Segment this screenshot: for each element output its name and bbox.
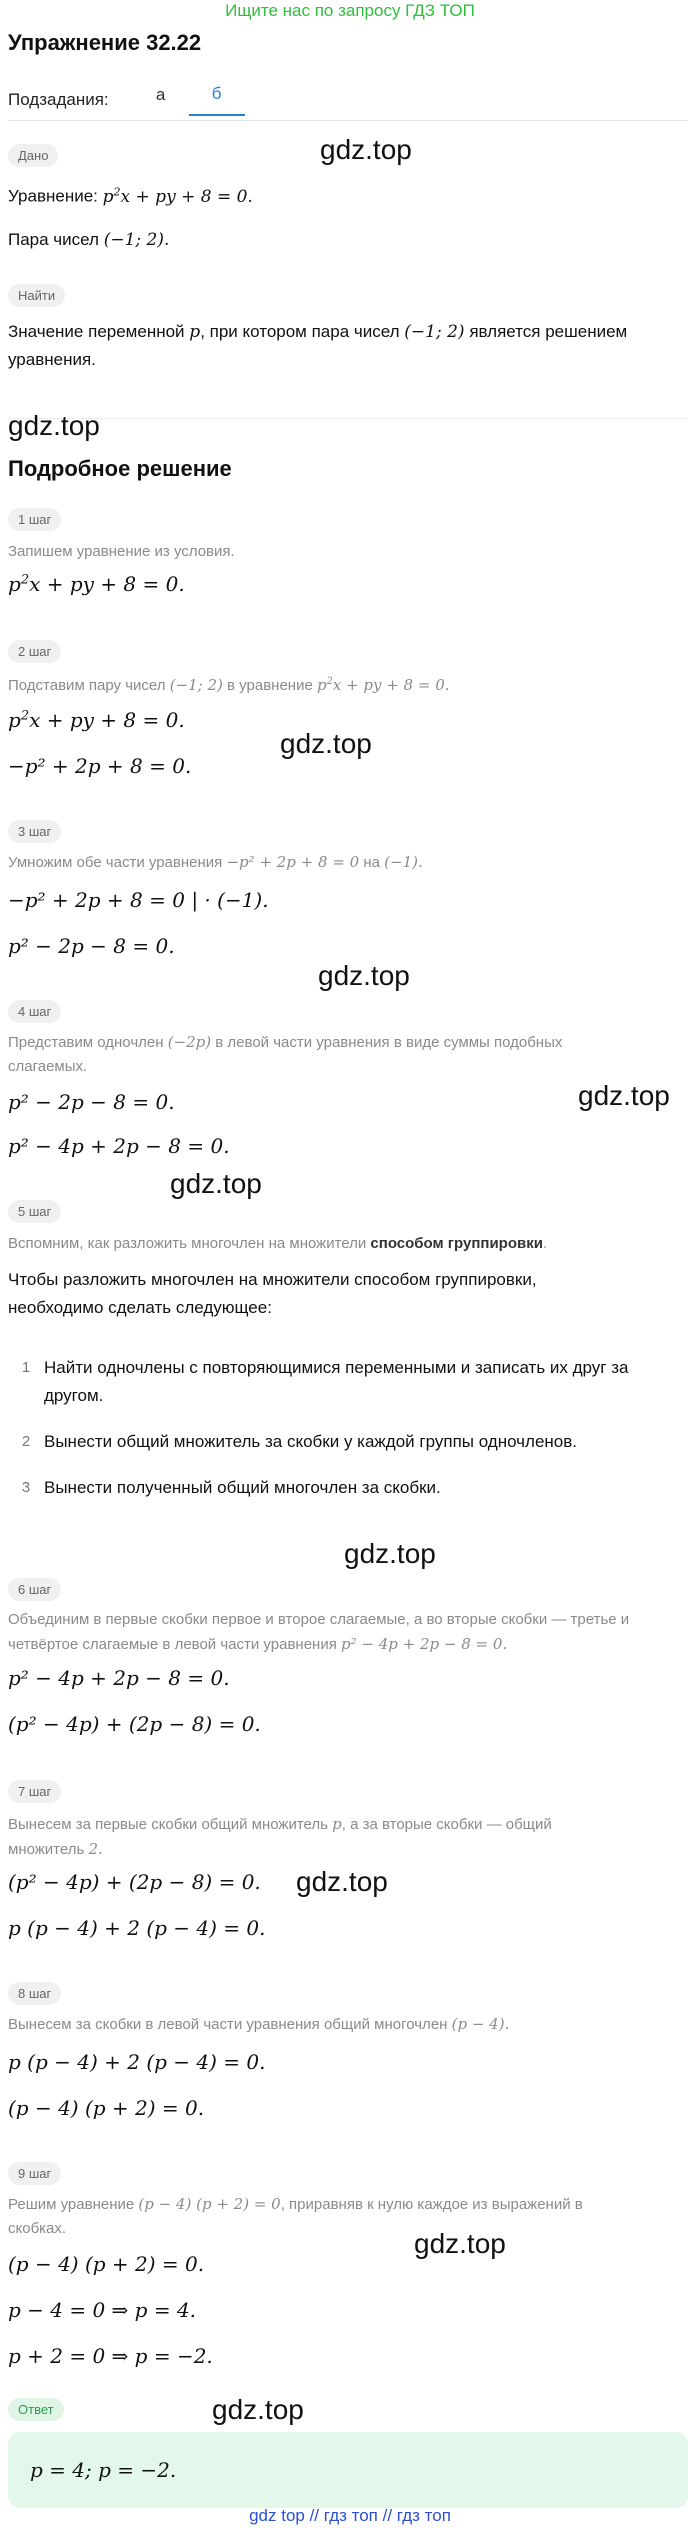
step-1-eq: $p^2x$ + py + 8 = 0.	[8, 572, 185, 596]
watermark: gdz.top	[344, 1538, 436, 1569]
step-4-badge: 4 шаг	[8, 1000, 61, 1023]
step-5-text: Вспомним, как разложить многочлен на множители способом группировки.	[8, 1235, 548, 1252]
subtasks-label: Подзадания:	[8, 90, 109, 109]
step-4-text: Представим одночлен (−2p) в левой части уравнения в виде суммы подобных слагаемых.	[8, 1033, 563, 1075]
step-3-badge: 3 шаг	[8, 820, 61, 843]
given-pair-value: (−1; 2).	[103, 230, 170, 250]
subtasks-bar	[8, 84, 245, 116]
step-7-badge: 7 шаг	[8, 1780, 61, 1803]
solution-title: Подробное решение	[8, 456, 232, 481]
watermark: gdz.top	[296, 1866, 388, 1897]
step-3-eq-1: −p² + 2p + 8 = 0 | · (−1).	[8, 888, 269, 912]
given-pair	[8, 226, 688, 254]
step-6-eq-2: (p² − 4p) + (2p − 8) = 0.	[8, 1712, 261, 1736]
step-9-eq-3: p + 2 = 0 ⇒ p = −2.	[8, 2344, 213, 2368]
step-2-eq-1: $p^2x$ + py + 8 = 0.	[8, 708, 185, 732]
step-2-eq-2: −p² + 2p + 8 = 0.	[8, 754, 192, 778]
given-eq: $p^2x$ + py + 8 = 0.	[102, 185, 253, 207]
watermark: gdz.top	[318, 960, 410, 991]
find-badge: Найти	[8, 284, 65, 307]
step-8-badge: 8 шаг	[8, 1982, 61, 2005]
step-6-eq-1: p² − 4p + 2p − 8 = 0.	[8, 1666, 230, 1690]
watermark: gdz.top	[212, 2394, 304, 2425]
step-6-text: Объединим в первые скобки первое и второе слагаемые, а во вторые скобки — третье и четвёртое слагаемые в левой части уравнения p² − 4p + 2p − 8 = 0.	[8, 1611, 630, 1653]
step-9-text: Решим уравнение (p − 4) (p + 2) = 0, приравняв к нулю каждое из выражений в скобках.	[8, 2195, 583, 2237]
top-banner[interactable]: Ищите нас по запросу ГДЗ ТОП	[225, 1, 475, 20]
find-text: Значение переменной p, при котором пара чисел (−1; 2) является решением уравнения.	[8, 322, 628, 369]
list-item: 1 Найти одночлены с повторяющимися переменными и записать их друг за другом.	[21, 1358, 629, 1405]
watermark: gdz.top	[578, 1080, 670, 1111]
watermark: gdz.top	[414, 2228, 506, 2259]
list-item: 2 Вынести общий множитель за скобки у каждой группы одночленов.	[21, 1432, 578, 1451]
step-8-text: Вынесем за скобки в левой части уравнения общий многочлен (p − 4).	[8, 2015, 510, 2033]
given-badge: Дано	[8, 144, 58, 167]
step-9-badge: 9 шаг	[8, 2162, 61, 2185]
step-4-eq-1: p² − 2p − 8 = 0.	[8, 1090, 175, 1114]
watermark: gdz.top	[320, 134, 412, 165]
step-8-eq-1: p (p − 4) + 2 (p − 4) = 0.	[8, 2050, 266, 2074]
given-eq-label: Уравнение:	[8, 186, 98, 206]
page-title: Упражнение 32.22	[8, 30, 202, 55]
section-divider	[8, 418, 688, 419]
tab-a[interactable]: а	[155, 85, 166, 104]
tabs-divider	[8, 120, 688, 121]
step-8-eq-2: (p − 4) (p + 2) = 0.	[8, 2096, 205, 2120]
step-4-eq-2: p² − 4p + 2p − 8 = 0.	[8, 1134, 230, 1158]
step-6-badge: 6 шаг	[8, 1578, 61, 1601]
given-pair-label: Пара чисел	[8, 230, 99, 249]
given-equation	[8, 178, 688, 211]
list-item: 3 Вынести полученный общий многочлен за скобки.	[21, 1478, 441, 1497]
footer-links[interactable]: gdz top // гдз топ // гдз топ	[249, 2506, 451, 2525]
step-5-rule: Чтобы разложить многочлен на множители способом группировки, необходимо сделать следующее:	[8, 1270, 537, 1317]
step-9-eq-1: (p − 4) (p + 2) = 0.	[8, 2252, 205, 2276]
step-5-badge: 5 шаг	[8, 1200, 61, 1223]
tab-b[interactable]: б	[189, 84, 245, 116]
watermark: gdz.top	[8, 410, 100, 441]
watermark: gdz.top	[170, 1168, 262, 1199]
step-3-text: Умножим обе части уравнения −p² + 2p + 8 = 0 на (−1).	[8, 853, 423, 871]
step-2-badge: 2 шаг	[8, 640, 61, 663]
step-3-eq-2: p² − 2p − 8 = 0.	[8, 934, 175, 958]
step-7-eq-1: (p² − 4p) + (2p − 8) = 0.	[8, 1870, 261, 1894]
answer-value: p = 4; p = −2.	[30, 2458, 177, 2482]
step-9-eq-2: p − 4 = 0 ⇒ p = 4.	[8, 2298, 197, 2322]
step-7-eq-2: p (p − 4) + 2 (p − 4) = 0.	[8, 1916, 266, 1940]
watermark: gdz.top	[280, 728, 372, 759]
step-1-badge: 1 шаг	[8, 508, 61, 531]
step-7-text: Вынесем за первые скобки общий множитель p, а за вторые скобки — общий множитель 2.	[8, 1815, 552, 1858]
step-2-text: Подставим пару чисел (−1; 2) в уравнение $p^2x$ + py + 8 = 0.	[8, 676, 450, 694]
answer-badge: Ответ	[8, 2398, 64, 2421]
step-1-text: Запишем уравнение из условия.	[8, 543, 235, 560]
